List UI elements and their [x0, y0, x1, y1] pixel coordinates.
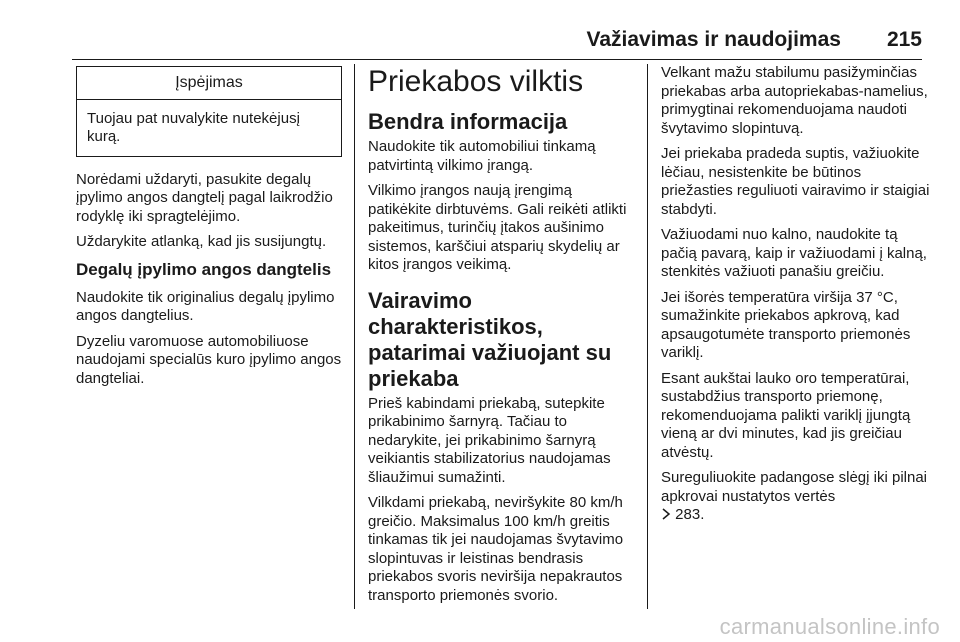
paragraph: Dyzeliu varomuose automobiliuose naudojami specialūs kuro įpylimo angos dangteliai. — [76, 332, 342, 387]
subheading-fuel-cap: Degalų įpylimo angos dangtelis — [76, 259, 332, 279]
tire-pressure-text: Sureguliuokite padangose slėgį iki pilnai apkrovai nustatytos vertės — [661, 469, 928, 505]
paragraph: Prieš kabindami priekabą, sutepkite prikabinimo šarnyrą. Tačiau to nedarykite, jei prikabinimo šarnyrą veikiantis stabilizatorius naudojamas šliaužimui sumažinti. — [368, 394, 611, 486]
page-reference-arrow-icon — [661, 506, 675, 523]
page-reference-link[interactable]: 283. — [675, 506, 705, 523]
paragraph: Uždarykite atlanką, kad jis susijungtų. — [76, 233, 327, 250]
chapter-title: Priekabos vilktis — [368, 65, 584, 98]
page-header — [70, 28, 922, 52]
column-left — [76, 64, 342, 395]
page-number: 215 — [886, 28, 922, 51]
paragraph: Važiuodami nuo kalno, naudokite tą pačią pavarą, kaip ir važiuodami į kalną, stenkitės važiuoti panašiu greičiu. — [661, 226, 927, 280]
column-divider-2 — [647, 64, 648, 609]
paragraph: Velkant mažu stabilumu pasižyminčias priekabas arba autopriekabas-namelius, primygtinai rekomenduojama naudoti švytavimo slopintuvą. — [661, 64, 928, 137]
paragraph-tire-pressure — [661, 469, 931, 525]
heading-driving-characteristics: Vairavimo charakteristikos, patarimai važiuojant su priekaba — [368, 287, 612, 391]
paragraph: Jei išorės temperatūra viršija 37 °C, sumažinkite priekabos apkrovą, kad apsaugotumėte transporto priemonės variklį. — [661, 288, 911, 361]
paragraph: Jei priekaba pradeda suptis, važiuokite lėčiau, nesistenkite be būtinos priežasties reguliuoti vairavimo ir staigiai stabdyti. — [661, 145, 930, 218]
paragraph: Naudokite tik automobiliui tinkamą patvirtintą vilkimo įrangą. — [368, 138, 596, 174]
section-title: Važiavimas ir naudojimas — [586, 28, 841, 51]
paragraph: Norėdami uždaryti, pasukite degalų įpylimo angos dangtelį pagal laikrodžio rodyklę iki spragtelėjimo. — [76, 170, 333, 225]
paragraph: Naudokite tik originalius degalų įpylimo angos dangtelius. — [76, 288, 335, 324]
column-divider-1 — [354, 64, 355, 609]
column-middle — [368, 64, 634, 612]
paragraph: Vilkdami priekabą, neviršykite 80 km/h greičio. Maksimalus 100 km/h greitis tinkamas tik jei naudojamas švytavimo slopintuvas ir leistinas bendrasis priekabos svoris neviršija nepakrautos transporto priemonės svorio. — [368, 494, 624, 604]
paragraph: Vilkimo įrangos naują įrengimą patikėkite dirbtuvėms. Gali reikėti atlikti pakeitimus, turinčių įtakos aušinimo sistemos, karščiui atsparių skydelių ar kitos įrangos veikimą. — [368, 182, 627, 273]
column-right — [661, 64, 931, 532]
heading-general-info: Bendra informacija — [368, 109, 568, 134]
warning-title: Įspėjimas — [77, 67, 341, 100]
warning-text: Tuojau pat nuvalykite nutekėjusį kurą. — [87, 109, 300, 145]
paragraph: Esant aukštai lauko oro temperatūrai, sustabdžius transporto priemonę, rekomenduojama palikti variklį įjungtą vieną ar dvi minutes, kad jis greičiau atvėstų. — [661, 369, 911, 461]
header-divider — [72, 59, 922, 60]
watermark: carmanualsonline.info — [719, 614, 940, 639]
warning-box — [76, 66, 342, 157]
